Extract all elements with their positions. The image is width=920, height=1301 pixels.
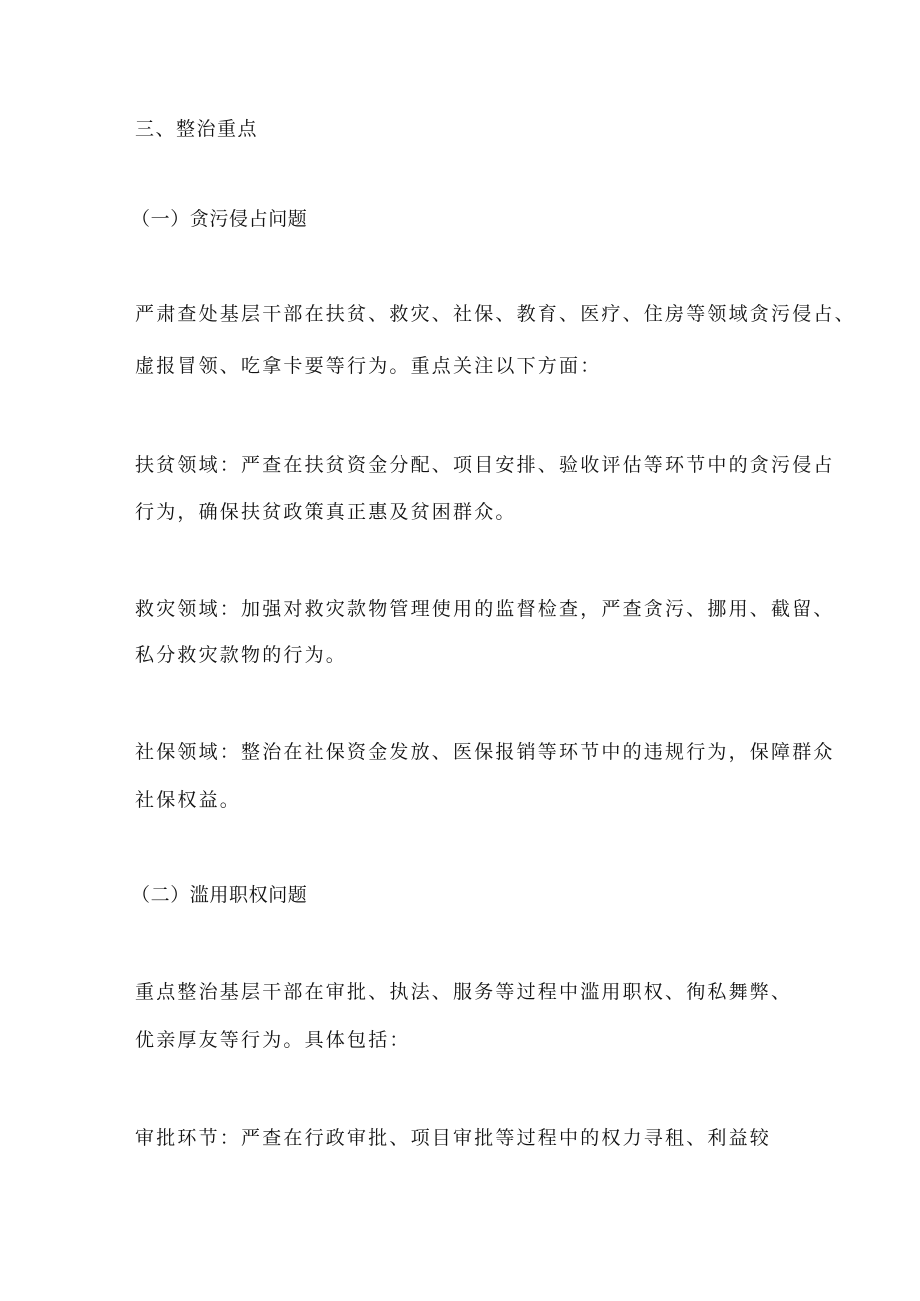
paragraph-line: 社保权益。	[135, 789, 242, 811]
paragraph-line: 救灾领域：加强对救灾款物管理使用的监督检查，严查贪污、挪用、截留、	[135, 598, 835, 620]
paragraph-line: 社保领域：整治在社保资金发放、医保报销等环节中的违规行为，保障群众	[135, 741, 835, 763]
paragraph-line: 审批环节：严查在行政审批、项目审批等过程中的权力寻租、利益较	[135, 1127, 772, 1149]
subsection-heading-abuse-of-power: （二）滥用职权问题	[131, 884, 308, 906]
paragraph-line: 扶贫领域：严查在扶贫资金分配、项目安排、验收评估等环节中的贪污侵占	[135, 454, 835, 476]
section-heading: 三、整治重点	[135, 118, 259, 140]
paragraph-line: 严肃查处基层干部在扶贫、救灾、社保、教育、医疗、住房等领域贪污侵占、	[135, 303, 856, 325]
paragraph-line: 重点整治基层干部在审批、执法、服务等过程中滥用职权、徇私舞弊、	[135, 981, 793, 1003]
paragraph-line: 虚报冒领、吃拿卡要等行为。重点关注以下方面：	[135, 355, 602, 377]
paragraph-line: 私分救灾款物的行为。	[135, 644, 348, 666]
paragraph-line: 行为，确保扶贫政策真正惠及贫困群众。	[135, 501, 517, 523]
paragraph-line: 优亲厚友等行为。具体包括：	[135, 1029, 411, 1051]
subsection-heading-corruption: （一）贪污侵占问题	[131, 208, 308, 230]
